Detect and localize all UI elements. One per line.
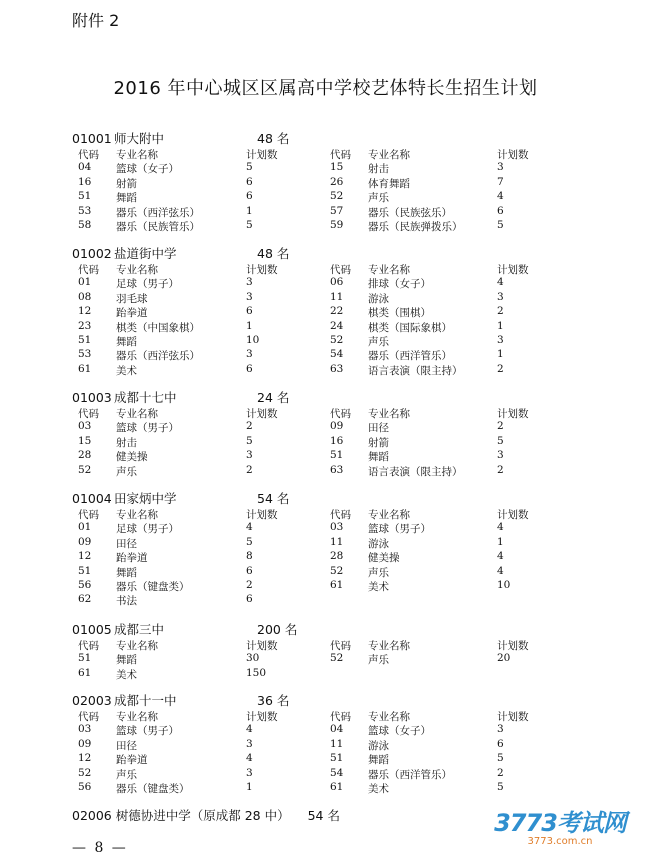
plan-count: 6 (246, 593, 253, 606)
table-row (0, 320, 651, 334)
table-header-row (0, 147, 651, 161)
major-name: 美术 (116, 668, 137, 681)
plan-count: 3 (246, 290, 253, 303)
major-code: 52 (78, 463, 92, 476)
major-name: 棋类（国际象棋） (368, 321, 452, 334)
major-code: 51 (78, 652, 92, 665)
plan-count: 3 (246, 449, 253, 462)
plan-count: 8 (246, 550, 253, 563)
major-code: 23 (78, 319, 92, 332)
table-row (0, 593, 651, 607)
major-name: 器乐（西洋弦乐） (116, 350, 200, 363)
school-name: 盐道街中学 (114, 246, 177, 261)
table-header-row (0, 262, 651, 276)
column-header-count: 计划数 (497, 149, 529, 161)
major-name: 田径 (116, 537, 137, 550)
plan-count: 6 (246, 175, 253, 188)
major-code: 22 (330, 305, 344, 318)
table-row (0, 738, 651, 752)
major-code: 11 (330, 737, 344, 750)
major-code: 09 (330, 420, 344, 433)
plan-count: 30 (246, 652, 260, 665)
major-code: 01 (78, 276, 92, 289)
plan-count: 5 (497, 219, 504, 231)
major-code: 56 (78, 781, 92, 793)
school-code: 01001 (72, 131, 112, 146)
table-row (0, 550, 651, 564)
plan-count: 1 (497, 319, 504, 332)
plan-count: 5 (497, 781, 504, 793)
major-code: 52 (330, 652, 344, 665)
column-header-count: 计划数 (246, 408, 278, 420)
column-header-code: 代码 (330, 640, 351, 652)
table-row (0, 565, 651, 579)
column-header-name: 专业名称 (368, 509, 410, 521)
column-header-code: 代码 (330, 149, 351, 161)
major-code: 59 (330, 219, 344, 231)
major-code: 61 (78, 666, 92, 679)
school-quota: 54 名 (257, 491, 290, 506)
major-code: 16 (330, 434, 344, 447)
column-header-count: 计划数 (497, 711, 529, 723)
plan-count: 3 (497, 723, 504, 736)
plan-count: 2 (497, 766, 504, 779)
plan-count: 1 (246, 319, 253, 332)
major-code: 12 (78, 550, 92, 563)
plan-count: 3 (497, 334, 504, 346)
major-name: 声乐 (116, 768, 137, 781)
major-name: 篮球（女子） (116, 163, 179, 176)
major-name: 健美操 (368, 552, 400, 565)
column-header-name: 专业名称 (116, 149, 158, 161)
column-header-count: 计划数 (246, 711, 278, 723)
major-code: 53 (78, 204, 92, 217)
school-name: 成都十一中 (114, 693, 177, 708)
column-header-code: 代码 (78, 711, 99, 723)
column-header-name: 专业名称 (368, 711, 410, 723)
major-name: 足球（男子） (116, 278, 179, 291)
school-code: 01002 (72, 246, 112, 261)
major-name: 游泳 (368, 537, 389, 550)
major-name: 美术 (368, 581, 389, 593)
major-name: 跆拳道 (116, 552, 148, 565)
column-header-name: 专业名称 (116, 640, 158, 652)
table-row (0, 723, 651, 737)
table-row (0, 205, 651, 219)
table-row (0, 334, 651, 348)
column-header-name: 专业名称 (368, 408, 410, 420)
major-name: 射击 (368, 163, 389, 176)
major-code: 51 (78, 190, 92, 203)
plan-count: 2 (246, 463, 253, 476)
page-number: — 8 — (72, 840, 128, 856)
major-name: 篮球（男子） (116, 725, 179, 738)
table-header-row (0, 638, 651, 652)
school-code: 02006 (72, 808, 112, 823)
major-code: 08 (78, 290, 92, 303)
plan-count: 5 (246, 434, 253, 447)
plan-count: 2 (497, 463, 504, 476)
plan-count: 2 (497, 362, 504, 375)
table-row (0, 449, 651, 463)
school-section-header (72, 489, 290, 507)
plan-count: 10 (246, 334, 260, 346)
major-code: 52 (330, 190, 344, 203)
major-name: 跆拳道 (116, 307, 148, 320)
table-header-row (0, 507, 651, 521)
plan-count: 2 (497, 420, 504, 433)
table-header-row (0, 709, 651, 723)
major-code: 11 (330, 290, 344, 303)
plan-count: 3 (246, 276, 253, 289)
plan-count: 2 (246, 420, 253, 433)
major-name: 声乐 (368, 654, 389, 667)
column-header-count: 计划数 (497, 640, 529, 652)
school-quota: 36 名 (257, 693, 290, 708)
major-name: 跆拳道 (116, 754, 148, 767)
major-name: 器乐（民族弹拨乐） (368, 221, 463, 233)
major-name: 语言表演（限主持） (368, 364, 463, 377)
major-code: 16 (78, 175, 92, 188)
major-code: 52 (78, 766, 92, 779)
major-name: 健美操 (116, 451, 148, 464)
school-section-header (72, 129, 290, 147)
school-name: 田家炳中学 (114, 491, 177, 506)
plan-count: 4 (246, 723, 253, 736)
plan-count: 3 (497, 290, 504, 303)
major-code: 51 (330, 752, 344, 765)
plan-count: 5 (497, 434, 504, 447)
major-name: 射箭 (368, 436, 389, 449)
plan-count: 5 (246, 219, 253, 231)
major-name: 篮球（女子） (368, 725, 431, 738)
major-code: 28 (330, 550, 344, 563)
table-row (0, 521, 651, 535)
major-code: 03 (78, 420, 92, 433)
plan-count: 3 (497, 161, 504, 174)
major-code: 61 (330, 781, 344, 793)
school-quota: 24 名 (257, 390, 290, 405)
plan-count: 6 (246, 564, 253, 577)
major-code: 15 (78, 434, 92, 447)
column-header-count: 计划数 (246, 149, 278, 161)
plan-count: 4 (497, 564, 504, 577)
plan-count: 1 (246, 781, 253, 793)
major-name: 田径 (116, 739, 137, 752)
major-code: 61 (330, 579, 344, 591)
major-name: 体育舞蹈 (368, 177, 410, 190)
plan-count: 4 (497, 276, 504, 289)
major-code: 28 (78, 449, 92, 462)
column-header-count: 计划数 (497, 264, 529, 276)
major-code: 09 (78, 535, 92, 548)
plan-count: 3 (246, 348, 253, 361)
attachment-label: 附件 2 (72, 11, 120, 30)
table-header-row (0, 406, 651, 420)
major-code: 63 (330, 463, 344, 476)
plan-count: 4 (246, 752, 253, 765)
plan-count: 6 (246, 305, 253, 318)
major-code: 04 (78, 161, 92, 174)
school-quota: 48 名 (257, 246, 290, 261)
major-code: 26 (330, 175, 344, 188)
major-code: 15 (330, 161, 344, 174)
major-code: 53 (78, 348, 92, 361)
table-row (0, 667, 651, 681)
plan-count: 4 (497, 521, 504, 534)
column-header-code: 代码 (330, 509, 351, 521)
plan-count: 4 (246, 521, 253, 534)
column-header-code: 代码 (330, 711, 351, 723)
major-name: 舞蹈 (116, 654, 137, 667)
plan-count: 20 (497, 652, 511, 665)
major-code: 54 (330, 348, 344, 361)
table-row (0, 420, 651, 434)
major-name: 羽毛球 (116, 292, 148, 305)
major-code: 24 (330, 319, 344, 332)
school-quota: 48 名 (257, 131, 290, 146)
column-header-name: 专业名称 (116, 408, 158, 420)
major-name: 游泳 (368, 739, 389, 752)
column-header-code: 代码 (78, 640, 99, 652)
column-header-count: 计划数 (246, 640, 278, 652)
school-quota: 200 名 (257, 622, 298, 637)
major-name: 舞蹈 (368, 754, 389, 767)
plan-count: 6 (246, 190, 253, 203)
table-row (0, 752, 651, 766)
column-header-name: 专业名称 (116, 264, 158, 276)
table-row (0, 291, 651, 305)
major-name: 器乐（民族弦乐） (368, 206, 452, 219)
school-section-header (72, 691, 290, 709)
column-header-name: 专业名称 (368, 640, 410, 652)
major-code: 06 (330, 276, 344, 289)
major-code: 12 (78, 305, 92, 318)
major-code: 56 (78, 579, 92, 591)
major-code: 52 (330, 564, 344, 577)
major-code: 03 (78, 723, 92, 736)
major-code: 51 (78, 564, 92, 577)
column-header-name: 专业名称 (368, 149, 410, 161)
plan-count: 5 (246, 535, 253, 548)
major-name: 舞蹈 (116, 192, 137, 205)
column-header-code: 代码 (78, 509, 99, 521)
watermark-url: 3773.com.cn (527, 836, 593, 847)
major-name: 篮球（男子） (368, 523, 431, 536)
plan-count: 1 (497, 348, 504, 361)
major-code: 61 (78, 362, 92, 375)
major-name: 声乐 (368, 336, 389, 348)
plan-count: 10 (497, 579, 511, 591)
column-header-code: 代码 (78, 408, 99, 420)
plan-count: 3 (497, 449, 504, 462)
column-header-code: 代码 (78, 264, 99, 276)
major-name: 棋类（中国象棋） (116, 321, 200, 334)
plan-count: 6 (497, 737, 504, 750)
major-code: 52 (330, 334, 344, 346)
column-header-code: 代码 (78, 149, 99, 161)
school-code: 01005 (72, 622, 112, 637)
school-section-header (72, 620, 298, 638)
major-code: 04 (330, 723, 344, 736)
table-row (0, 579, 651, 593)
column-header-name: 专业名称 (116, 711, 158, 723)
major-name: 舞蹈 (116, 566, 137, 579)
school-section-header (72, 244, 290, 262)
major-name: 篮球（男子） (116, 422, 179, 435)
major-code: 63 (330, 362, 344, 375)
major-name: 美术 (116, 364, 137, 377)
major-name: 声乐 (116, 465, 137, 478)
major-name: 器乐（西洋管乐） (368, 768, 452, 781)
major-code: 01 (78, 521, 92, 534)
plan-count: 2 (497, 305, 504, 318)
table-row (0, 435, 651, 449)
column-header-code: 代码 (330, 408, 351, 420)
major-name: 足球（男子） (116, 523, 179, 536)
plan-count: 3 (246, 737, 253, 750)
major-name: 器乐（键盘类） (116, 581, 190, 593)
table-row (0, 363, 651, 377)
table-row (0, 652, 651, 666)
major-name: 器乐（键盘类） (116, 783, 190, 795)
major-name: 书法 (116, 595, 137, 608)
table-row (0, 348, 651, 362)
table-row (0, 767, 651, 781)
school-code: 01003 (72, 390, 112, 405)
column-header-count: 计划数 (497, 509, 529, 521)
major-code: 11 (330, 535, 344, 548)
major-code: 62 (78, 593, 92, 606)
plan-count: 4 (497, 550, 504, 563)
major-code: 12 (78, 752, 92, 765)
major-name: 器乐（民族管乐） (116, 221, 200, 233)
major-name: 舞蹈 (368, 451, 389, 464)
major-name: 美术 (368, 783, 389, 795)
major-code: 58 (78, 219, 92, 231)
school-code: 02003 (72, 693, 112, 708)
table-row (0, 536, 651, 550)
school-code: 01004 (72, 491, 112, 506)
column-header-code: 代码 (330, 264, 351, 276)
major-name: 射箭 (116, 177, 137, 190)
watermark-logo (480, 803, 640, 847)
major-name: 声乐 (368, 566, 389, 579)
table-row (0, 464, 651, 478)
table-row (0, 176, 651, 190)
plan-count: 6 (497, 204, 504, 217)
school-quota: 54 名 (307, 808, 340, 823)
plan-count: 1 (497, 535, 504, 548)
major-code: 54 (330, 766, 344, 779)
column-header-name: 专业名称 (368, 264, 410, 276)
school-name: 成都三中 (114, 622, 165, 637)
document-title: 2016 年中心城区区属高中学校艺体特长生招生计划 (113, 78, 538, 99)
school-name: 师大附中 (114, 131, 165, 146)
column-header-count: 计划数 (246, 264, 278, 276)
school-name: 成都十七中 (114, 390, 177, 405)
plan-count: 2 (246, 579, 253, 591)
table-row (0, 276, 651, 290)
major-name: 排球（女子） (368, 278, 431, 291)
school-section-header (72, 806, 340, 824)
plan-count: 1 (246, 204, 253, 217)
major-name: 田径 (368, 422, 389, 435)
school-name: 树德协进中学（原成都 28 中） (115, 808, 290, 823)
major-name: 器乐（西洋管乐） (368, 350, 452, 363)
plan-count: 7 (497, 175, 504, 188)
table-row (0, 219, 651, 233)
plan-count: 3 (246, 766, 253, 779)
major-name: 语言表演（限主持） (368, 465, 463, 478)
major-name: 游泳 (368, 292, 389, 305)
major-name: 器乐（西洋弦乐） (116, 206, 200, 219)
major-code: 09 (78, 737, 92, 750)
major-name: 舞蹈 (116, 336, 137, 348)
major-name: 声乐 (368, 192, 389, 205)
column-header-count: 计划数 (497, 408, 529, 420)
school-section-header (72, 388, 290, 406)
table-row (0, 781, 651, 795)
column-header-name: 专业名称 (116, 509, 158, 521)
major-code: 51 (330, 449, 344, 462)
plan-count: 150 (246, 666, 267, 679)
plan-count: 5 (246, 161, 253, 174)
column-header-count: 计划数 (246, 509, 278, 521)
major-name: 棋类（围棋） (368, 307, 431, 320)
table-row (0, 305, 651, 319)
plan-count: 4 (497, 190, 504, 203)
plan-count: 5 (497, 752, 504, 765)
major-code: 51 (78, 334, 92, 346)
major-name: 射击 (116, 436, 137, 449)
plan-count: 6 (246, 362, 253, 375)
major-code: 03 (330, 521, 344, 534)
watermark-main: 3773考试网 (494, 809, 626, 837)
table-row (0, 190, 651, 204)
table-row (0, 161, 651, 175)
major-code: 57 (330, 204, 344, 217)
